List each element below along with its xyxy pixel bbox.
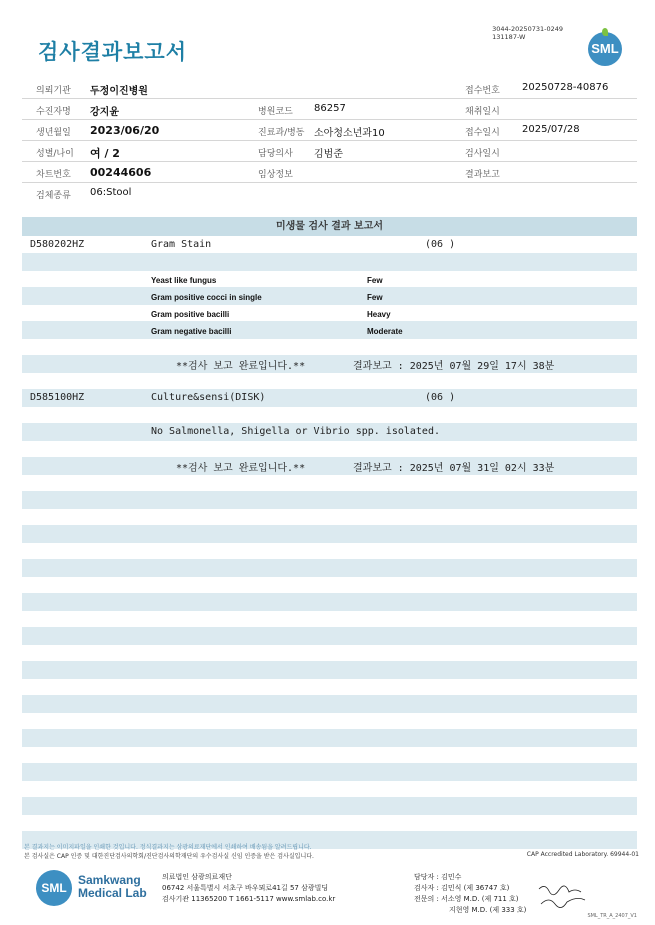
test1-code: D580202HZ	[30, 239, 85, 250]
collect-date-label: 채취일시	[465, 107, 500, 117]
stripe	[22, 525, 637, 543]
stripe	[22, 695, 637, 713]
footer-notice: 본 검사실은 CAP 인증 및 대한진단검사의학회/진단검사의학재단의 우수검사실 신임 인증을 받은 검사실입니다.	[24, 853, 314, 860]
test1-result: Few	[367, 276, 383, 285]
info-row	[22, 78, 637, 99]
test2-result: No Salmonella, Shigella or Vibrio spp. isolated.	[151, 426, 440, 437]
footer-staff: 담당자 : 김민수 검사자 : 김민식 (제 36747 호) 전문의 : 서소영 M.D. (제 711 호) 지현영 M.D. (제 333 호)	[414, 873, 527, 914]
test1-complete: **검사 보고 완료입니다.**	[176, 361, 306, 372]
receipt-no-value: 20250728-40876	[522, 82, 609, 93]
clinical-label: 임상정보	[258, 170, 293, 180]
info-row	[22, 183, 637, 203]
test1-name: Gram Stain	[151, 239, 212, 250]
dept-value: 소아청소년과10	[314, 128, 385, 139]
stripe	[22, 321, 637, 339]
signature-image	[535, 880, 595, 910]
footer-logo-text: Samkwang Medical Lab	[78, 873, 147, 900]
stripe	[22, 559, 637, 577]
stripe	[22, 797, 637, 815]
document-code: 3044-20250731-0249 131187-W	[492, 25, 563, 41]
info-row	[22, 162, 637, 183]
chart-value: 00244606	[90, 166, 152, 179]
birth-label: 생년월일	[36, 128, 71, 138]
hospital-value: 두정이진병원	[90, 86, 148, 97]
stripe	[22, 627, 637, 645]
info-row	[22, 141, 637, 162]
hospital-label: 의뢰기관	[36, 86, 71, 96]
sml-logo: SML	[588, 32, 622, 66]
test2-code: D585100HZ	[30, 392, 85, 403]
test1-item: Gram negative bacilli	[151, 327, 232, 336]
leaf-icon	[602, 28, 608, 36]
stripe	[22, 287, 637, 305]
footer-address: 의료법인 삼광의료재단 06742 서울특별시 서초구 바우뫼로41길 57 삼광빌딩 검사기관 11365200 T 1661-5117 www.smlab.co.kr	[162, 873, 336, 903]
birth-value: 2023/06/20	[90, 124, 160, 137]
receipt-date-label: 접수일시	[465, 128, 500, 138]
test1-specimen: (06 )	[425, 239, 456, 250]
test2-complete: **검사 보고 완료입니다.**	[176, 463, 306, 474]
doctor-value: 김범준	[314, 149, 343, 160]
hospital-code-label: 병원코드	[258, 107, 293, 117]
receipt-date-value: 2025/07/28	[522, 124, 580, 135]
doctor-label: 담당의사	[258, 149, 293, 159]
test-date-label: 검사일시	[465, 149, 500, 159]
receipt-no-label: 접수번호	[465, 86, 500, 96]
test1-item: Gram positive cocci in single	[151, 293, 262, 302]
test1-result: Heavy	[367, 310, 391, 319]
chart-label: 차트번호	[36, 170, 71, 180]
stripe	[22, 389, 637, 407]
report-label: 결과보고	[465, 170, 500, 180]
footer-notice: 본 결과지는 이미지파일을 인쇄한 것입니다. 정식결과지는 삼광의료재단에서 인쇄하여 배송됨을 알려드립니다.	[24, 844, 312, 851]
specimen-value: 06:Stool	[90, 187, 132, 198]
patient-info-table	[22, 78, 637, 203]
stripe	[22, 729, 637, 747]
stripe	[22, 593, 637, 611]
hospital-code-value: 86257	[314, 103, 346, 114]
page-title: 검사결과보고서	[38, 40, 188, 64]
test1-result: Moderate	[367, 327, 403, 336]
stripe	[22, 253, 637, 271]
cap-accreditation: CAP Accredited Laboratory. 69944-01	[526, 851, 639, 858]
dept-label: 진료과/병동	[258, 128, 305, 138]
test1-item: Gram positive bacilli	[151, 310, 230, 319]
specimen-label: 검체종류	[36, 191, 71, 201]
form-code: SML_TR_A_2407_V1	[587, 913, 637, 919]
test2-name: Culture&sensi(DISK)	[151, 392, 266, 403]
patient-label: 수진자명	[36, 107, 71, 117]
test2-report-time: 결과보고 : 2025년 07월 31일 02시 33분	[353, 463, 555, 474]
stripe	[22, 491, 637, 509]
info-row	[22, 120, 637, 141]
test1-result: Few	[367, 293, 383, 302]
test1-report-time: 결과보고 : 2025년 07월 29일 17시 38분	[353, 361, 555, 372]
report-heading: 미생물 검사 결과 보고서	[22, 217, 637, 236]
info-row	[22, 99, 637, 120]
test1-item: Yeast like fungus	[151, 276, 217, 285]
sml-footer-logo: SML	[36, 870, 72, 906]
patient-value: 강지윤	[90, 107, 119, 118]
test2-specimen: (06 )	[425, 392, 456, 403]
stripe	[22, 661, 637, 679]
sex-age-label: 성별/나이	[36, 149, 74, 159]
sex-age-value: 여 / 2	[90, 147, 120, 160]
stripe	[22, 763, 637, 781]
